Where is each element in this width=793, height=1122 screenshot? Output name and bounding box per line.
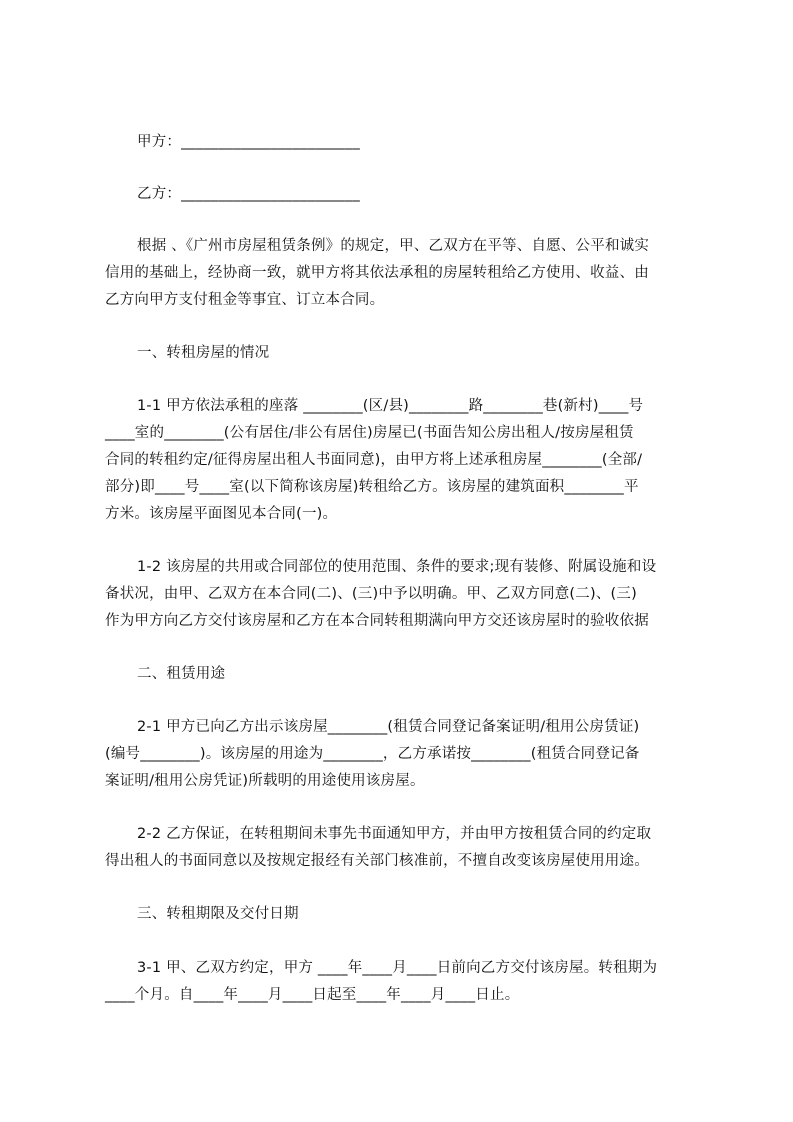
section-3-heading: 三、转租期限及交付日期 xyxy=(137,906,299,922)
clause-1-2-line-1: 1-2 该房屋的共用或合同部位的使用范围、条件的要求;现有装修、附属设施和设 xyxy=(137,559,657,575)
party-b-line: 乙方：________________________ xyxy=(137,186,360,202)
section-1-heading: 一、转租房屋的情况 xyxy=(137,345,270,361)
clause-2-1-line-2: (编号________)。该房屋的用途为________，乙方承诺按________(租赁合同登记备 xyxy=(105,746,640,762)
clause-2-2-line-2: 得出租人的书面同意以及按规定报经有关部门核准前，不擅自改变该房屋使用用途。 xyxy=(105,853,649,869)
clause-1-1-line-4: 部分)即____号____室(以下简称该房屋)转租给乙方。该房屋的建筑面积________平 xyxy=(105,479,639,495)
intro-line-3: 乙方向甲方支付租金等事宜、订立本合同。 xyxy=(105,292,385,308)
clause-1-2-line-3: 作为甲方向乙方交付该房屋和乙方在本合同转租期满向甲方交还该房屋时的验收依据 xyxy=(105,613,649,629)
clause-3-1-line-2: ____个月。自____年____月____日起至____年____月____日止。 xyxy=(105,987,520,1003)
clause-2-1-line-1: 2-1 甲方已向乙方出示该房屋________(租赁合同登记备案证明/租用公房赁证) xyxy=(137,719,640,735)
section-2-heading: 二、租赁用途 xyxy=(137,666,226,682)
clause-2-1-line-3: 案证明/租用公房凭证)所载明的用途使用该房屋。 xyxy=(105,773,425,789)
clause-2-2-line-1: 2-2 乙方保证，在转租期间未事先书面通知甲方，并由甲方按租赁合同的约定取 xyxy=(137,826,652,842)
intro-line-2: 信用的基础上，经协商一致，就甲方将其依法承租的房屋转租给乙方使用、收益、由 xyxy=(105,265,649,281)
clause-1-1-line-3: 合同的转租约定/征得房屋出租人书面同意)，由甲方将上述承租房屋________(全部/ xyxy=(105,452,643,468)
clause-1-1-line-5: 方米。该房屋平面图见本合同(一)。 xyxy=(105,506,338,522)
clause-1-1-line-1: 1-1 甲方依法承租的座落 ________(区/县)________路________巷(新村)____号 xyxy=(137,398,644,414)
intro-line-1: 根据 、《广州市房屋租赁条例》的规定，甲、乙双方在平等、自愿、公平和诚实 xyxy=(137,238,650,254)
clause-3-1-line-1: 3-1 甲、乙双方约定，甲方 ____年____月____日前向乙方交付该房屋。转租期为 xyxy=(137,960,658,976)
clause-1-2-line-2: 备状况，由甲、乙双方在本合同(二)、(三)中予以明确。甲、乙双方同意(二)、(三) xyxy=(105,586,637,602)
clause-1-1-line-2: ____室的________(公有居住/非公有居住)房屋已(书面告知公房出租人/按房屋租赁 xyxy=(105,425,634,441)
party-a-line: 甲方：________________________ xyxy=(137,134,360,150)
